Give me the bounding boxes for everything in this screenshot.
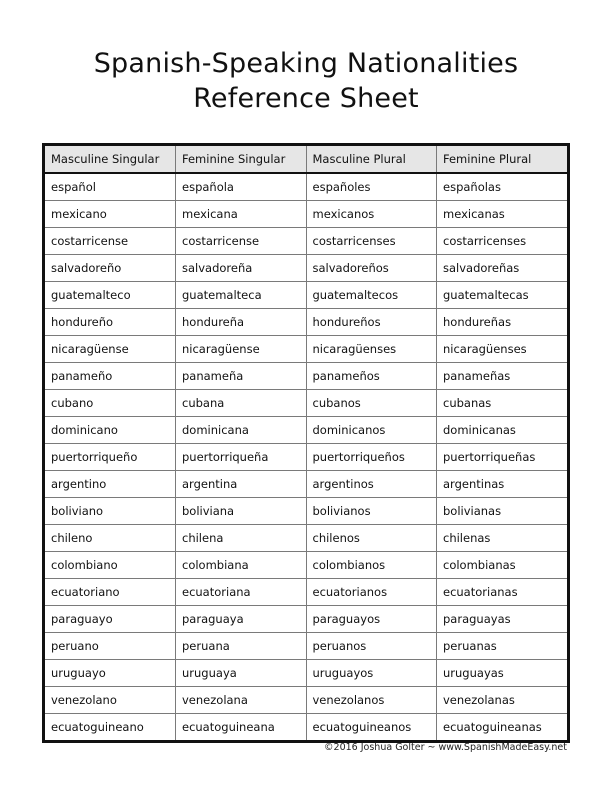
cell-masculine-plural: costarricenses <box>306 228 437 255</box>
table-row <box>45 228 567 255</box>
table-row <box>45 336 567 363</box>
table-row <box>45 687 567 714</box>
cell-feminine-plural: chilenas <box>437 525 568 552</box>
cell-masculine-singular: paraguayo <box>45 606 176 633</box>
cell-masculine-singular: dominicano <box>45 417 176 444</box>
cell-masculine-singular: costarricense <box>45 228 176 255</box>
header-masculine-singular: Masculine Singular <box>45 146 176 173</box>
cell-feminine-plural: venezolanas <box>437 687 568 714</box>
table-row <box>45 363 567 390</box>
cell-masculine-plural: hondureños <box>306 309 437 336</box>
cell-masculine-plural: nicaragüenses <box>306 336 437 363</box>
cell-feminine-plural: puertorriqueñas <box>437 444 568 471</box>
table-row <box>45 498 567 525</box>
cell-masculine-plural: panameños <box>306 363 437 390</box>
cell-feminine-plural: mexicanas <box>437 201 568 228</box>
cell-feminine-plural: cubanas <box>437 390 568 417</box>
table-row <box>45 390 567 417</box>
cell-masculine-singular: ecuatoriano <box>45 579 176 606</box>
cell-feminine-plural: guatemaltecas <box>437 282 568 309</box>
table-row <box>45 606 567 633</box>
nationalities-grid <box>45 146 567 740</box>
title-line-1: Spanish-Speaking Nationalities <box>93 48 519 79</box>
header-feminine-plural: Feminine Plural <box>437 146 568 173</box>
cell-feminine-singular: dominicana <box>176 417 307 444</box>
nationalities-table <box>42 143 570 743</box>
header-feminine-singular: Feminine Singular <box>176 146 307 173</box>
cell-feminine-plural: ecuatoguineanas <box>437 714 568 741</box>
cell-masculine-singular: ecuatoguineano <box>45 714 176 741</box>
cell-masculine-plural: peruanos <box>306 633 437 660</box>
cell-feminine-singular: nicaragüense <box>176 336 307 363</box>
cell-masculine-singular: peruano <box>45 633 176 660</box>
cell-feminine-plural: bolivianas <box>437 498 568 525</box>
cell-masculine-plural: mexicanos <box>306 201 437 228</box>
cell-masculine-singular: chileno <box>45 525 176 552</box>
cell-feminine-plural: hondureñas <box>437 309 568 336</box>
cell-masculine-singular: mexicano <box>45 201 176 228</box>
cell-masculine-plural: colombianos <box>306 552 437 579</box>
cell-masculine-singular: guatemalteco <box>45 282 176 309</box>
cell-feminine-singular: uruguaya <box>176 660 307 687</box>
cell-feminine-singular: ecuatoguineana <box>176 714 307 741</box>
cell-feminine-plural: argentinas <box>437 471 568 498</box>
cell-feminine-singular: hondureña <box>176 309 307 336</box>
cell-feminine-plural: paraguayas <box>437 606 568 633</box>
cell-masculine-plural: ecuatoguineanos <box>306 714 437 741</box>
cell-masculine-plural: argentinos <box>306 471 437 498</box>
cell-masculine-plural: chilenos <box>306 525 437 552</box>
cell-masculine-plural: salvadoreños <box>306 255 437 282</box>
cell-feminine-singular: costarricense <box>176 228 307 255</box>
cell-masculine-singular: argentino <box>45 471 176 498</box>
cell-masculine-singular: puertorriqueño <box>45 444 176 471</box>
cell-feminine-singular: puertorriqueña <box>176 444 307 471</box>
table-row <box>45 714 567 741</box>
cell-feminine-singular: paraguaya <box>176 606 307 633</box>
cell-masculine-singular: nicaragüense <box>45 336 176 363</box>
cell-feminine-singular: española <box>176 173 307 201</box>
table-row <box>45 309 567 336</box>
cell-masculine-plural: guatemaltecos <box>306 282 437 309</box>
cell-feminine-plural: peruanas <box>437 633 568 660</box>
cell-feminine-plural: salvadoreñas <box>437 255 568 282</box>
cell-masculine-plural: españoles <box>306 173 437 201</box>
cell-feminine-plural: panameñas <box>437 363 568 390</box>
cell-masculine-plural: dominicanos <box>306 417 437 444</box>
cell-masculine-singular: venezolano <box>45 687 176 714</box>
cell-feminine-singular: mexicana <box>176 201 307 228</box>
table-row <box>45 417 567 444</box>
footer-credit: ©2016 Joshua Golter ~ www.SpanishMadeEasy.net <box>324 742 567 753</box>
table-row <box>45 444 567 471</box>
cell-feminine-plural: ecuatorianas <box>437 579 568 606</box>
table-row <box>45 552 567 579</box>
cell-masculine-plural: puertorriqueños <box>306 444 437 471</box>
cell-masculine-singular: panameño <box>45 363 176 390</box>
cell-feminine-singular: cubana <box>176 390 307 417</box>
page-title <box>0 46 612 116</box>
table-row <box>45 660 567 687</box>
cell-feminine-singular: argentina <box>176 471 307 498</box>
cell-feminine-singular: ecuatoriana <box>176 579 307 606</box>
cell-masculine-singular: hondureño <box>45 309 176 336</box>
cell-feminine-singular: boliviana <box>176 498 307 525</box>
table-row <box>45 282 567 309</box>
cell-masculine-plural: bolivianos <box>306 498 437 525</box>
table-row <box>45 201 567 228</box>
cell-masculine-plural: ecuatorianos <box>306 579 437 606</box>
title-line-2: Reference Sheet <box>193 83 419 114</box>
cell-masculine-plural: cubanos <box>306 390 437 417</box>
cell-feminine-singular: peruana <box>176 633 307 660</box>
cell-masculine-singular: uruguayo <box>45 660 176 687</box>
header-masculine-plural: Masculine Plural <box>306 146 437 173</box>
cell-feminine-singular: venezolana <box>176 687 307 714</box>
table-row <box>45 579 567 606</box>
table-body <box>45 173 567 740</box>
cell-masculine-plural: uruguayos <box>306 660 437 687</box>
cell-feminine-plural: dominicanas <box>437 417 568 444</box>
header-row <box>45 146 567 173</box>
cell-masculine-singular: cubano <box>45 390 176 417</box>
cell-masculine-singular: español <box>45 173 176 201</box>
cell-masculine-plural: venezolanos <box>306 687 437 714</box>
cell-feminine-plural: uruguayas <box>437 660 568 687</box>
table-row <box>45 255 567 282</box>
cell-feminine-plural: nicaragüenses <box>437 336 568 363</box>
table-row <box>45 633 567 660</box>
cell-masculine-singular: colombiano <box>45 552 176 579</box>
table-row <box>45 471 567 498</box>
cell-feminine-plural: costarricenses <box>437 228 568 255</box>
table-header <box>45 146 567 173</box>
cell-feminine-singular: panameña <box>176 363 307 390</box>
cell-masculine-singular: salvadoreño <box>45 255 176 282</box>
cell-feminine-singular: colombiana <box>176 552 307 579</box>
cell-feminine-plural: españolas <box>437 173 568 201</box>
table-row <box>45 525 567 552</box>
cell-feminine-singular: guatemalteca <box>176 282 307 309</box>
cell-feminine-plural: colombianas <box>437 552 568 579</box>
cell-masculine-singular: boliviano <box>45 498 176 525</box>
table-row <box>45 173 567 201</box>
cell-masculine-plural: paraguayos <box>306 606 437 633</box>
cell-feminine-singular: salvadoreña <box>176 255 307 282</box>
cell-feminine-singular: chilena <box>176 525 307 552</box>
